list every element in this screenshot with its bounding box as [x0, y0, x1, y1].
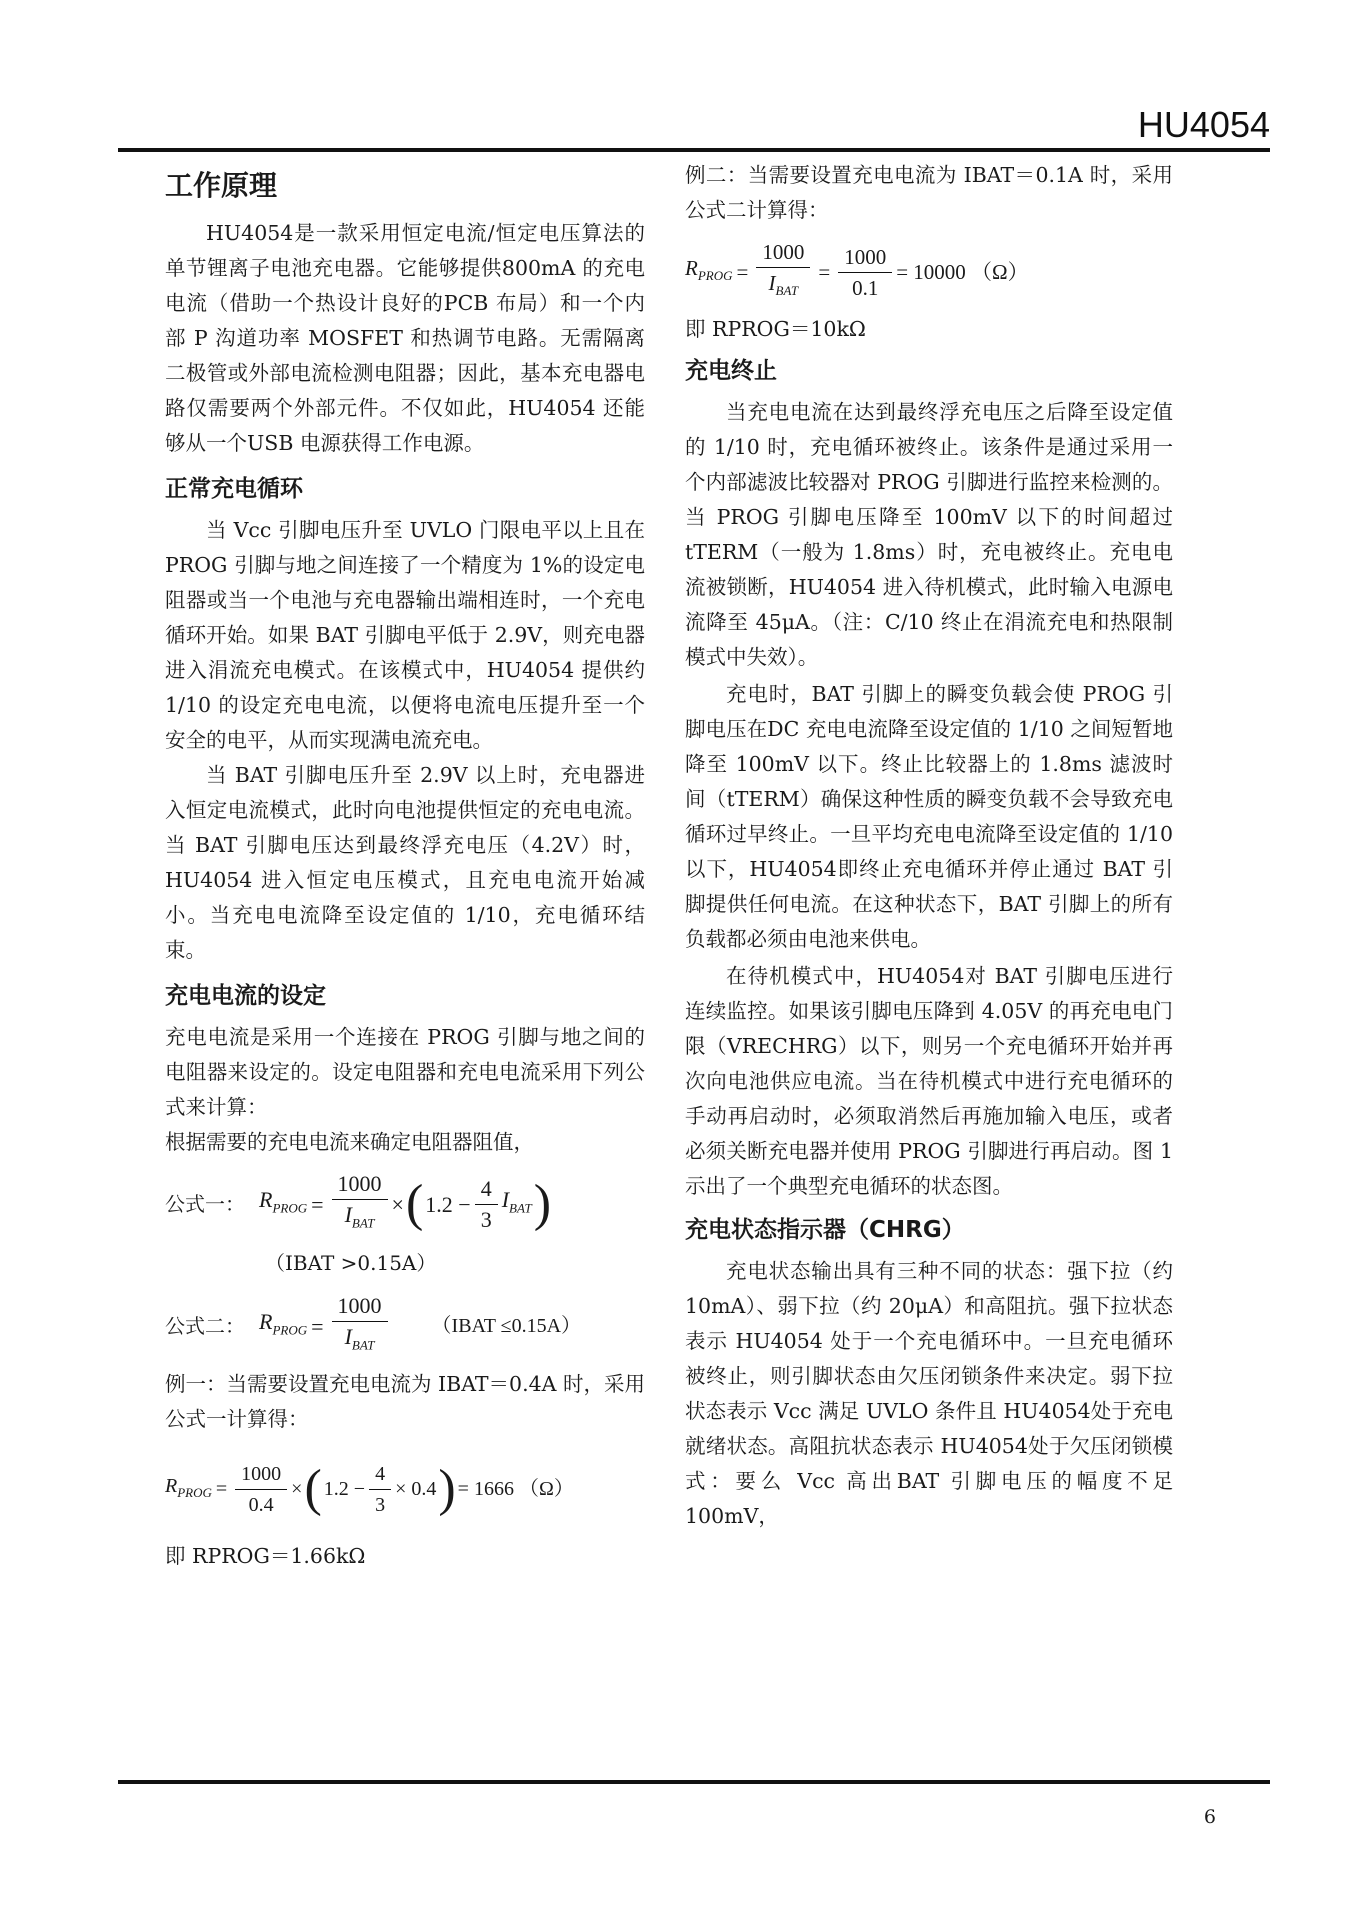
example-one-answer: 即 RPROG＝1.66kΩ: [165, 1544, 366, 1568]
example-two-answer: 即 RPROG＝10kΩ: [685, 317, 866, 341]
charge-current-paragraph-1: 充电电流是采用一个连接在 PROG 引脚与地之间的电阻器来设定的。设定电阻器和充电电流采用下列公式来计算：: [165, 1025, 645, 1119]
formula-two-label: 公式二：: [165, 1313, 245, 1338]
header-rule: [118, 148, 1270, 152]
formula-one-label: 公式一：: [165, 1191, 245, 1216]
example-two-result: = 10000 （Ω）: [896, 259, 1029, 284]
normal-charge-paragraph-1: 当 Vcc 引脚电压升至 UVLO 门限电平以上且在 PROG 引脚与地之间连接了一个精度为 1%的设定电阻器或当一个电池与充电器输出端相连时，一个充电循环开始。如果 BAT 引脚电平低于 2.9V，则充电器进入涓流充电模式。在该模式中，HU4054 提供约 1/10 的设定充电电流，以便将电流电压提升至一个安全的电平，从而实现满电流充电。: [165, 518, 645, 752]
formula-one-small-fraction: $\frac{4}{3}$: [475, 1174, 498, 1235]
page-number: 6: [1203, 1806, 1216, 1828]
working-principle-text: HU4054是一款采用恒定电流/恒定电压算法的单节锂离子电池充电器。它能够提供800mA 的充电电流（借助一个热设计良好的PCB 布局）和一个内部 P 沟道功率 MOSFET 和热调节电路。无需隔离二极管或外部电流检测电阻器；因此，基本充电器电路仅需要两个外部元件。不仅如此，HU4054 还能够从一个USB 电源获得工作电源。: [165, 221, 645, 455]
formula-one-fraction: $\frac{1000}{I_{BAT}}$: [332, 1169, 388, 1238]
formula-one-condition: （IBAT >0.15A）: [265, 1251, 437, 1275]
page-header-title: HU4054: [1137, 104, 1270, 145]
section-title-normal-charge-cycle: 正常充电循环: [165, 476, 303, 502]
example-two-text: 例二：当需要设置充电电流为 IBAT＝0.1A 时，采用公式二计算得：: [685, 163, 1173, 222]
left-column: [165, 158, 645, 1574]
footer-rule: [118, 1780, 1270, 1784]
example-two-formula: $R_{PROG}$ = $\frac{1000}{I_{BAT}}$ = $\frac{1000}{0.1}$ = 10000 （Ω）: [685, 234, 1173, 310]
charge-status-paragraph-1: 充电状态输出具有三种不同的状态：强下拉（约 10mA）、弱下拉（约 20μA）和高阻抗。强下拉状态表示 HU4054 处于一个充电循环中。一旦充电循环被终止，则引脚状态由欠压闭锁条件来决定。弱下拉状态表示 Vcc 满足 UVLO 条件且 HU4054处于充电就绪状态。高阻抗状态表示 HU4054处于欠压闭锁模式：要么 Vcc 高出BAT 引脚电压的幅度不足 100mV，: [685, 1259, 1173, 1528]
charge-termination-paragraph-2: 充电时，BAT 引脚上的瞬变负载会使 PROG 引脚电压在DC 充电电流降至设定值的 1/10 之间短暂地降至 100mV 以下。终止比较器上的 1.8ms 滤波时间（tTERM）确保这种性质的瞬变负载不会导致充电循环过早终止。一旦平均充电电流降至设定值的 1/10 以下，HU4054即终止充电循环并停止通过 BAT 引脚提供任何电流。在这种状态下，BAT 引脚上的所有负载都必须由电池来供电。: [685, 682, 1173, 951]
section-title-charge-current-setting: 充电电流的设定: [165, 983, 326, 1009]
formula-one-rprog: $R_{PROG}$: [259, 1187, 308, 1216]
section-title-charge-termination: 充电终止: [685, 358, 777, 384]
formula-two-fraction: $\frac{1000}{I_{BAT}}$: [332, 1291, 388, 1360]
charge-current-paragraph-2: 根据需要的充电电流来确定电阻器阻值，: [165, 1130, 534, 1154]
formula-two: 公式二： $R_{PROG}$ = $\frac{1000}{I_{BAT}}$ （IBAT ≤0.15A）: [165, 1291, 645, 1361]
example-one-text: 例一：当需要设置充电电流为 IBAT＝0.4A 时，采用公式一计算得：: [165, 1372, 645, 1431]
normal-charge-paragraph-2: 当 BAT 引脚电压升至 2.9V 以上时，充电器进入恒定电流模式，此时向电池提供恒定的充电电流。当 BAT 引脚电压达到最终浮充电压（4.2V）时，HU4054 进入恒定电压模式，且充电电流开始减小。当充电电流降至设定值的 1/10，充电循环结束。: [165, 763, 645, 962]
formula-two-condition: （IBAT ≤0.15A）: [431, 1314, 582, 1337]
section-title-working-principle: 工作原理: [165, 169, 278, 202]
example-one-result: = 1666 （Ω）: [457, 1477, 574, 1500]
charge-termination-paragraph-3: 在待机模式中，HU4054对 BAT 引脚电压进行连续监控。如果该引脚电压降到 4.05V 的再充电电门限（VRECHRG）以下，则另一个充电循环开始并再次向电池供应电流。当在待机模式中进行充电循环的手动再启动时，必须取消然后再施加输入电压，或者必须关断充电器并使用 PROG 引脚进行再启动。图 1 示出了一个典型充电循环的状态图。: [685, 964, 1173, 1198]
formula-one: 公式一： $R_{PROG}$ = $\frac{1000}{I_{BAT}}$ × ( 1.2 − $\frac{4}{3}$ $I_{BAT}$ ): [165, 1168, 645, 1240]
example-one-formula: $R_{PROG}$ = $\frac{1000}{0.4}$ × ( 1.2 − $\frac{4}{3}$ × 0.4 ) = 1666 （Ω）: [165, 1460, 574, 1517]
formula-one-constant: 1.2 −: [425, 1191, 471, 1217]
charge-termination-paragraph-1: 当充电电流在达到最终浮充电压之后降至设定值的 1/10 时，充电循环被终止。该条件是通过采用一个内部滤波比较器对 PROG 引脚进行监控来检测的。当 PROG 引脚电压降至 100mV 以下的时间超过 tTERM（一般为 1.8ms）时，充电被终止。充电电流被锁断，HU4054 进入待机模式，此时输入电源电流降至 45μA。（注：C/10 终止在涓流充电和热限制模式中失效）。: [685, 400, 1173, 669]
section-title-charge-status-indicator: 充电状态指示器（CHRG）: [685, 1217, 965, 1243]
right-column: [685, 158, 1173, 1534]
